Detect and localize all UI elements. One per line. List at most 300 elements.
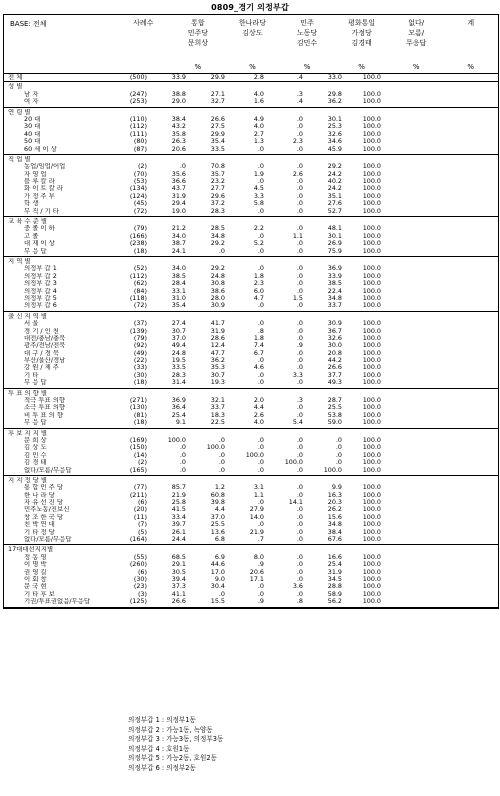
cell-value: 100.0 xyxy=(362,575,381,583)
cell-value: 30.4 xyxy=(210,582,225,591)
cell-value: 37.7 xyxy=(327,370,342,379)
column-header: 민주 노동당 김민수 xyxy=(296,19,318,47)
cell-value: 100.0 xyxy=(362,410,381,419)
cell-value: 53.8 xyxy=(327,410,342,419)
table-row xyxy=(4,379,498,386)
cell-value: 100.0 xyxy=(362,271,381,280)
cell-value: 47.7 xyxy=(210,348,225,357)
cell-value: 24.4 xyxy=(171,535,186,544)
table-row xyxy=(4,372,498,379)
cell-value: .0 xyxy=(296,589,303,598)
cell-value: 34.8 xyxy=(327,520,342,529)
cell-value: 100.0 xyxy=(323,465,342,474)
cell-value: 1.1 xyxy=(253,490,264,499)
cell-value: (125) xyxy=(129,597,147,606)
cell-value: (33) xyxy=(133,363,147,372)
cell-value: (238) xyxy=(129,239,147,248)
cell-value: .0 xyxy=(296,483,303,492)
cell-value: .0 xyxy=(296,301,303,310)
row-label: 없다/모름/무응답 xyxy=(24,466,72,474)
cell-value: .0 xyxy=(257,498,264,507)
cell-value: 23.2 xyxy=(210,177,225,186)
cell-value: 35.4 xyxy=(210,137,225,146)
footnotes xyxy=(128,716,223,774)
cell-value: 28.7 xyxy=(327,396,342,405)
cell-value: 100.0 xyxy=(362,239,381,248)
cell-value: 31.9 xyxy=(210,326,225,335)
row-label: 의정부 갑 3 xyxy=(24,280,57,288)
cell-value: .0 xyxy=(257,231,264,240)
cell-value: .0 xyxy=(296,552,303,561)
cell-value: .0 xyxy=(257,246,264,255)
cell-value: 29.9 xyxy=(210,73,225,81)
cell-value: .0 xyxy=(296,239,303,248)
cell-value: 100.0 xyxy=(362,169,381,178)
table-row xyxy=(4,265,498,272)
cell-value: (169) xyxy=(129,435,147,444)
row-label: 부산/울산/경남 xyxy=(24,357,66,365)
table-row xyxy=(4,397,498,404)
cell-value: .0 xyxy=(296,271,303,280)
cell-value: .0 xyxy=(218,450,225,459)
cell-value: 29.2 xyxy=(210,239,225,248)
cell-value: 24.2 xyxy=(327,184,342,193)
cell-value: 2.3 xyxy=(253,279,264,288)
cell-value: .0 xyxy=(296,520,303,529)
cell-value: (124) xyxy=(129,191,147,200)
table-row xyxy=(4,514,498,521)
group-title: 교 육 수 준 별 xyxy=(8,218,47,226)
cell-value: .0 xyxy=(257,435,264,444)
cell-value: 100.0 xyxy=(206,443,225,452)
group-block xyxy=(4,429,498,476)
cell-value: 27.1 xyxy=(210,89,225,98)
cell-value: (18) xyxy=(133,378,147,387)
cell-value: .0 xyxy=(218,465,225,474)
cell-value: (6) xyxy=(137,567,147,576)
row-label: 이 회 창 xyxy=(24,576,47,583)
cell-value: .0 xyxy=(257,520,264,529)
cell-value: 21.9 xyxy=(249,527,264,536)
column-header: 한나라당 김상도 xyxy=(238,19,266,37)
cell-value: 28.3 xyxy=(171,370,186,379)
cell-value: 4.5 xyxy=(253,184,264,193)
cell-value: 25.8 xyxy=(171,498,186,507)
cell-value: (7) xyxy=(137,520,147,529)
row-label: 의정부 갑 6 xyxy=(24,302,57,310)
group-title: 출 신 지 역 별 xyxy=(8,312,47,320)
row-label: 무 응 답 xyxy=(24,379,47,387)
cell-value: 1.1 xyxy=(292,231,303,240)
cell-value: 48.1 xyxy=(327,224,342,233)
column-unit xyxy=(116,63,171,71)
cell-value: 39.4 xyxy=(171,575,186,583)
cell-value: 29.2 xyxy=(210,264,225,273)
cell-value: .0 xyxy=(218,589,225,598)
cell-value: 20.6 xyxy=(249,567,264,576)
cell-value: 6.0 xyxy=(253,286,264,295)
cell-value: 67.6 xyxy=(327,535,342,544)
column-headers xyxy=(116,18,498,48)
row-label: 문 희 상 xyxy=(24,436,47,444)
cell-value: .0 xyxy=(257,206,264,215)
group-title: 연 령 별 xyxy=(8,108,31,116)
cell-value: 6.7 xyxy=(253,348,264,357)
cell-value: .9 xyxy=(257,560,264,569)
cell-value: 25.4 xyxy=(327,560,342,569)
row-label: 의정부 갑 5 xyxy=(24,294,57,302)
cell-value: 36.9 xyxy=(327,264,342,273)
cell-value: 19.0 xyxy=(171,206,186,215)
cell-value: 7.4 xyxy=(253,341,264,350)
cell-value: 33.7 xyxy=(210,403,225,412)
cell-value: 100.0 xyxy=(362,224,381,233)
cell-value: 4.9 xyxy=(253,114,264,123)
cell-value: .0 xyxy=(296,443,303,452)
cell-value: 3.6 xyxy=(292,582,303,591)
cell-value: 32.6 xyxy=(327,333,342,342)
cell-value: 25.5 xyxy=(210,520,225,529)
group-title-row xyxy=(4,83,498,90)
cell-value: 30.7 xyxy=(171,326,186,335)
cell-value: (30) xyxy=(133,370,147,379)
table-row xyxy=(4,138,498,145)
cell-value: .0 xyxy=(296,199,303,208)
row-label: 학 생 xyxy=(24,200,39,208)
cell-value: (62) xyxy=(133,279,147,288)
cell-value: 100.0 xyxy=(362,396,381,405)
cell-value: (6) xyxy=(137,498,147,507)
cell-value: 9.0 xyxy=(214,575,225,583)
group-container xyxy=(4,82,498,607)
table-row xyxy=(4,576,498,583)
cell-value: 100.0 xyxy=(362,246,381,255)
cell-value: .0 xyxy=(296,356,303,365)
cell-value: 27.9 xyxy=(249,505,264,514)
cell-value: 100.0 xyxy=(362,552,381,561)
cell-value: (72) xyxy=(133,206,147,215)
cell-value: 100.0 xyxy=(362,560,381,569)
footnote-line: 의정부갑 3 : 가능3동, 의정부3동 xyxy=(128,735,224,744)
cell-value: .0 xyxy=(335,450,342,459)
cell-value: 1.8 xyxy=(253,271,264,280)
group-block xyxy=(4,108,498,155)
cell-value: 35.8 xyxy=(171,129,186,138)
table-row xyxy=(4,280,498,287)
cell-value: 100.0 xyxy=(362,458,381,467)
cell-value: 2.0 xyxy=(253,396,264,405)
cell-value: .0 xyxy=(296,162,303,171)
cell-value: .0 xyxy=(296,326,303,335)
cell-value: 4.0 xyxy=(253,89,264,98)
cell-value: 35.1 xyxy=(327,191,342,200)
cell-value: 100.0 xyxy=(362,286,381,295)
row-label: 김 민 수 xyxy=(24,451,47,459)
cell-value: 2.3 xyxy=(292,137,303,146)
cell-value: .9 xyxy=(296,341,303,350)
row-label: 대 재 이 상 xyxy=(24,240,55,248)
cell-value: .0 xyxy=(296,348,303,357)
cell-value: 1.2 xyxy=(214,483,225,492)
cell-value: 2.6 xyxy=(292,169,303,178)
group-title-row xyxy=(4,218,498,225)
table-row xyxy=(4,529,498,536)
cell-value: 75.9 xyxy=(327,246,342,255)
cell-value: 28.0 xyxy=(210,293,225,302)
column-units xyxy=(116,63,498,71)
cell-value: 49.4 xyxy=(171,341,186,350)
cell-value: 37.0 xyxy=(171,333,186,342)
cell-value: 18.3 xyxy=(210,410,225,419)
cell-value: 100.0 xyxy=(362,97,381,106)
cell-value: 100.0 xyxy=(362,73,381,81)
table-row xyxy=(4,419,498,426)
cell-value: (5) xyxy=(137,527,147,536)
table-row xyxy=(4,295,498,302)
cell-value: (53) xyxy=(133,177,147,186)
group-title: 성 별 xyxy=(8,83,23,91)
cell-value: 27.5 xyxy=(210,122,225,131)
table-row xyxy=(4,233,498,240)
cell-value: .0 xyxy=(296,129,303,138)
cell-value: 60.8 xyxy=(210,490,225,499)
cell-value: 28.4 xyxy=(171,279,186,288)
cell-value: .0 xyxy=(296,465,303,474)
cell-value: .0 xyxy=(257,465,264,474)
cell-value: 68.5 xyxy=(171,552,186,561)
cell-value: 37.3 xyxy=(171,582,186,591)
table-row xyxy=(4,116,498,123)
cell-value: 43.7 xyxy=(171,184,186,193)
cell-value: 100.0 xyxy=(362,293,381,302)
cell-value: (271) xyxy=(129,396,147,405)
cell-value: (130) xyxy=(129,403,147,412)
cell-value: (37) xyxy=(133,319,147,328)
cell-value: .0 xyxy=(257,301,264,310)
cell-value: 100.0 xyxy=(362,199,381,208)
table-row xyxy=(4,484,498,491)
cell-value: 34.6 xyxy=(327,137,342,146)
cell-value: 38.6 xyxy=(210,286,225,295)
table-row xyxy=(4,193,498,200)
cell-value: 31.4 xyxy=(171,378,186,387)
table-row xyxy=(4,412,498,419)
cell-value: (45) xyxy=(133,199,147,208)
table-row xyxy=(4,163,498,170)
cell-value: 34.8 xyxy=(210,231,225,240)
cell-value: 29.4 xyxy=(171,199,186,208)
cell-value: .0 xyxy=(296,410,303,419)
row-label: 대전/충남/충북 xyxy=(24,334,66,342)
table-row xyxy=(4,364,498,371)
cell-value: 100.0 xyxy=(362,465,381,474)
cell-value: 26.6 xyxy=(327,363,342,372)
cell-value: 36.4 xyxy=(171,403,186,412)
cell-value: .0 xyxy=(296,490,303,499)
cell-value: (3) xyxy=(137,589,147,598)
cell-value: .0 xyxy=(296,177,303,186)
cell-value: 3.3 xyxy=(292,370,303,379)
cell-value: .0 xyxy=(257,144,264,153)
cell-value: 26.2 xyxy=(327,505,342,514)
cell-value: 34.8 xyxy=(327,293,342,302)
cell-value: .0 xyxy=(335,443,342,452)
cell-value: .9 xyxy=(257,597,264,606)
cell-value: (11) xyxy=(133,512,147,521)
row-label: 블 루 칼 라 xyxy=(24,178,55,186)
cell-value: .0 xyxy=(296,567,303,576)
cell-value: 21.2 xyxy=(171,224,186,233)
cell-value: 35.6 xyxy=(171,169,186,178)
footnote-line: 의정부갑 5 : 가능2동, 호원2동 xyxy=(128,754,217,763)
row-label: 남 자 xyxy=(24,90,39,98)
column-header: 사례수 xyxy=(133,19,154,27)
cell-value: (92) xyxy=(133,341,147,350)
cell-value: .0 xyxy=(296,505,303,514)
cell-value: 29.9 xyxy=(210,129,225,138)
row-label: 기 타 정 당 xyxy=(24,528,55,536)
cell-value: .0 xyxy=(296,206,303,215)
row-label: 정 동 영 xyxy=(24,553,47,561)
cell-value: .0 xyxy=(257,370,264,379)
cell-value: 33.9 xyxy=(171,73,186,81)
row-label: 서 울 xyxy=(24,320,39,328)
cell-value: .0 xyxy=(257,458,264,467)
cell-value: .4 xyxy=(296,73,303,81)
cell-value: .0 xyxy=(257,319,264,328)
cell-value: .0 xyxy=(296,246,303,255)
row-label: 권 영 길 xyxy=(24,568,47,576)
cell-value: (79) xyxy=(133,224,147,233)
cell-value: 100.0 xyxy=(245,450,264,459)
cell-value: (260) xyxy=(129,560,147,569)
cell-value: 33.9 xyxy=(327,271,342,280)
row-label: 무 직 / 기 타 xyxy=(24,207,59,215)
cell-value: 100.0 xyxy=(362,177,381,186)
cell-value: 4.0 xyxy=(253,122,264,131)
cell-value: 24.1 xyxy=(171,246,186,255)
cell-value: (23) xyxy=(133,582,147,591)
cell-value: 1.5 xyxy=(292,293,303,302)
cell-value: (84) xyxy=(133,286,147,295)
table-row xyxy=(4,554,498,561)
cell-value: 41.1 xyxy=(171,589,186,598)
cell-value: .0 xyxy=(218,246,225,255)
table-row xyxy=(4,200,498,207)
cell-value: 70.8 xyxy=(210,162,225,171)
cell-value: (87) xyxy=(133,144,147,153)
cell-value: (77) xyxy=(133,483,147,492)
cell-value: .4 xyxy=(296,97,303,106)
cell-value: 100.0 xyxy=(362,356,381,365)
cell-value: 29.8 xyxy=(327,89,342,98)
group-block xyxy=(4,389,498,429)
cell-value: 100.0 xyxy=(362,264,381,273)
cell-value: 27.6 xyxy=(327,199,342,208)
row-label: 강 원 / 제 주 xyxy=(24,364,59,372)
cell-value: .0 xyxy=(296,378,303,387)
table-row xyxy=(4,591,498,598)
group-title: 후 보 지 지 별 xyxy=(8,429,47,437)
cell-value: .8 xyxy=(296,597,303,606)
cell-value: .0 xyxy=(179,458,186,467)
cell-value: 28.6 xyxy=(210,333,225,342)
table-row xyxy=(4,302,498,309)
cell-value: 5.2 xyxy=(253,239,264,248)
cell-value: 27.4 xyxy=(171,319,186,328)
footnote-line: 의정부갑 2 : 가능1동, 녹양동 xyxy=(128,725,213,734)
cell-value: 36.2 xyxy=(327,97,342,106)
group-block xyxy=(4,545,498,607)
table-row xyxy=(4,492,498,499)
cell-value: (80) xyxy=(133,137,147,146)
group-title-row xyxy=(4,430,498,437)
cell-value: .0 xyxy=(218,458,225,467)
row-label: 기 타 후 보 xyxy=(24,590,55,598)
row-label: 적극 투표 의향 xyxy=(24,397,66,405)
cell-value: (211) xyxy=(129,490,147,499)
cell-value: 100.0 xyxy=(362,520,381,529)
cell-value: 100.0 xyxy=(362,370,381,379)
cell-value: 4.6 xyxy=(253,363,264,372)
cell-value: 4.0 xyxy=(253,418,264,427)
cell-value: 100.0 xyxy=(362,137,381,146)
table-row xyxy=(4,288,498,295)
row-label: 기권/투표권없음/무응답 xyxy=(24,598,91,606)
cell-value: 38.7 xyxy=(171,239,186,248)
cell-value: 2.7 xyxy=(253,129,264,138)
cell-value: 2.2 xyxy=(253,224,264,233)
column-unit: % xyxy=(358,63,365,71)
cell-value: (20) xyxy=(133,505,147,514)
cell-value: 17.0 xyxy=(210,567,225,576)
row-label: 비 투 표 의 향 xyxy=(24,411,63,419)
cell-value: 100.0 xyxy=(362,535,381,544)
cell-value: 100.0 xyxy=(362,498,381,507)
cell-value: 40.2 xyxy=(327,177,342,186)
table-row xyxy=(4,123,498,130)
cell-value: (2) xyxy=(137,458,147,467)
group-title: 17대대선지지별 xyxy=(8,546,54,554)
cell-value: (165) xyxy=(129,465,147,474)
cell-value: 41.7 xyxy=(210,319,225,328)
row-label: 김 경 태 xyxy=(24,459,47,467)
cell-value: 22.4 xyxy=(327,286,342,295)
cell-value: 16.3 xyxy=(327,490,342,499)
cell-value: 4.7 xyxy=(253,293,264,302)
cell-value: 30.9 xyxy=(327,319,342,328)
cell-value: 59.0 xyxy=(327,418,342,427)
group-block xyxy=(4,217,498,257)
cell-value: 33.5 xyxy=(171,363,186,372)
row-label: 문 국 현 xyxy=(24,583,47,591)
cell-value: (49) xyxy=(133,348,147,357)
cell-value: (14) xyxy=(133,450,147,459)
cell-value: 31.9 xyxy=(327,567,342,576)
group-block xyxy=(4,312,498,389)
cell-value: 39.8 xyxy=(210,498,225,507)
cell-value: 38.4 xyxy=(171,114,186,123)
cell-value: 24.2 xyxy=(327,169,342,178)
cell-value: 100.0 xyxy=(362,114,381,123)
column-unit: % xyxy=(303,63,311,71)
cell-value: 3.3 xyxy=(253,191,264,200)
table-row xyxy=(4,248,498,255)
cell-value: (150) xyxy=(129,443,147,452)
cell-value: .0 xyxy=(296,575,303,583)
cell-value: 28.8 xyxy=(327,582,342,591)
row-label: 화 이 트 칼 라 xyxy=(24,185,63,193)
